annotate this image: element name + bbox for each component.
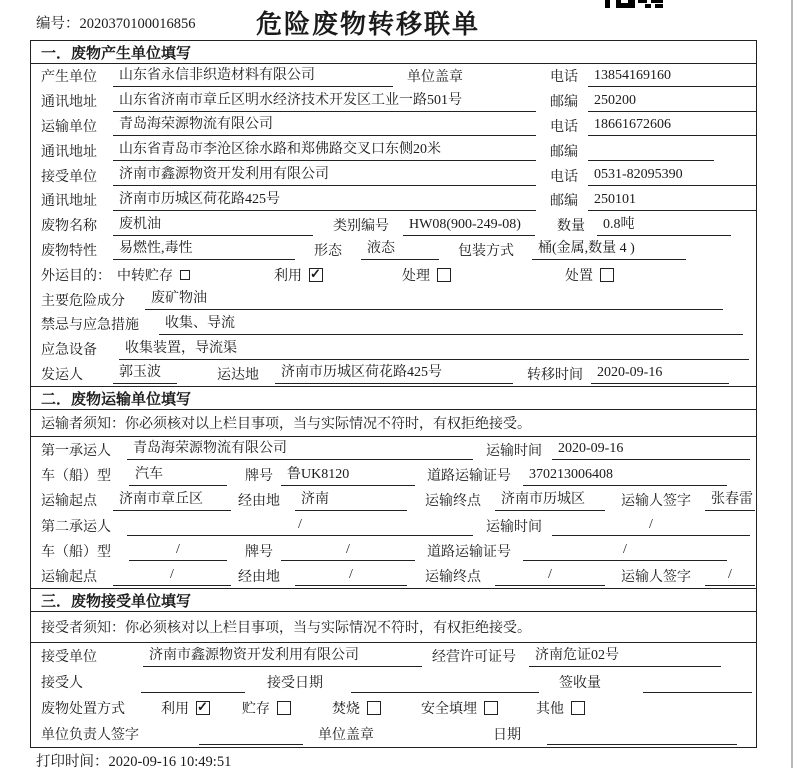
section3-header: 三．废物接受单位填写 bbox=[31, 588, 756, 612]
transport-time-label: 运输时间 bbox=[486, 443, 542, 459]
producer-value: 山东省永信非织造材料有限公司 bbox=[113, 66, 393, 87]
date-value bbox=[547, 724, 737, 745]
route1-sign-value: 张春雷 bbox=[705, 490, 755, 511]
option-label: 处置 bbox=[565, 268, 593, 284]
accept-date-label: 接受日期 bbox=[267, 676, 323, 692]
date-label: 日期 bbox=[493, 728, 521, 744]
category-value: HW08(900-249-08) bbox=[403, 215, 535, 236]
purpose-row bbox=[31, 262, 756, 287]
address-label: 通讯地址 bbox=[41, 144, 97, 160]
checkbox-icon bbox=[180, 270, 190, 280]
disposal-option-other bbox=[536, 698, 585, 718]
accept-unit-value: 济南市鑫源物资开发利用有限公司 bbox=[143, 646, 422, 667]
plate-label: 牌号 bbox=[245, 544, 273, 560]
vehicle2-plate-value: / bbox=[281, 540, 415, 561]
receiver-value: 济南市鑫源物资开发利用有限公司 bbox=[113, 165, 536, 186]
transporter-notice: 运输者须知：你必须核对以上栏目事项，当与实际情况不符时，有权拒绝接受。 bbox=[31, 410, 756, 437]
producer-address-value: 山东省济南市章丘区明水经济技术开发区工业一路501号 bbox=[113, 91, 536, 112]
receiver-address-row bbox=[31, 188, 756, 213]
route-start-label: 运输起点 bbox=[41, 569, 97, 585]
waste-name-label: 废物名称 bbox=[41, 219, 97, 235]
route1-row bbox=[31, 488, 756, 513]
stamp-label: 单位盖章 bbox=[407, 70, 463, 86]
sender-label: 发运人 bbox=[41, 367, 83, 383]
disposal-label: 废物处置方式 bbox=[41, 702, 125, 718]
carrier2-time-value: / bbox=[552, 515, 750, 536]
route-end-label: 运输终点 bbox=[425, 494, 481, 510]
vehicle2-row bbox=[31, 538, 756, 563]
taboo-label: 禁忌与应急措施 bbox=[41, 318, 139, 334]
transporter-row bbox=[31, 114, 756, 139]
route2-start-value: / bbox=[113, 565, 231, 586]
route-end-label: 运输终点 bbox=[425, 569, 481, 585]
waste-props-value: 易燃性,毒性 bbox=[113, 239, 295, 260]
vehicle1-row bbox=[31, 463, 756, 488]
transfer-time-value: 2020-09-16 bbox=[591, 363, 729, 384]
vehicle1-plate-value: 鲁UK8120 bbox=[281, 465, 415, 486]
transport-time-label: 运输时间 bbox=[486, 519, 542, 535]
taboo-row bbox=[31, 312, 756, 337]
purpose-label: 外运目的： bbox=[41, 268, 111, 284]
receiver-phone-value: 0531-82095390 bbox=[588, 165, 756, 186]
checkbox-icon bbox=[196, 701, 210, 715]
vehicle2-license-value: / bbox=[523, 540, 727, 561]
road-license-label: 道路运输证号 bbox=[427, 544, 511, 560]
producer-address-row bbox=[31, 89, 756, 114]
phone-label: 电话 bbox=[550, 169, 578, 185]
plate-label: 牌号 bbox=[245, 469, 273, 485]
received-qty-value bbox=[643, 672, 752, 693]
qr-code-fragment-icon bbox=[605, 0, 663, 9]
serial-value: 2020370100016856 bbox=[79, 16, 196, 32]
packaging-label: 包装方式 bbox=[458, 243, 514, 259]
transporter-address-value: 山东省青岛市李沧区徐水路和郑佛路交叉口东侧20米 bbox=[113, 140, 536, 161]
page-title: 危险废物转移联单 bbox=[255, 10, 480, 39]
via-label: 经由地 bbox=[238, 494, 280, 510]
section3 bbox=[31, 588, 756, 747]
purpose-option-treat bbox=[402, 265, 451, 285]
hazard-label: 主要危险成分 bbox=[41, 293, 125, 309]
phone-label: 电话 bbox=[550, 119, 578, 135]
responsible-sign-row bbox=[31, 721, 756, 747]
address-label: 通讯地址 bbox=[41, 95, 97, 111]
road-license-label: 道路运输证号 bbox=[427, 469, 511, 485]
zip-label: 邮编 bbox=[550, 95, 578, 111]
carrier1-time-value: 2020-09-16 bbox=[552, 439, 750, 460]
taboo-value: 收集、导流 bbox=[159, 314, 743, 335]
sender-value: 郭玉波 bbox=[113, 363, 177, 384]
accept-unit-row bbox=[31, 643, 756, 669]
route1-start-value: 济南市章丘区 bbox=[113, 490, 231, 511]
zip-label: 邮编 bbox=[550, 194, 578, 210]
print-time-value: 2020-09-16 10:49:51 bbox=[108, 754, 232, 770]
acceptor-value bbox=[141, 672, 245, 693]
vehicle-type-label: 车（船）型 bbox=[41, 544, 111, 560]
checkbox-icon bbox=[367, 701, 381, 715]
receiver-label: 接受单位 bbox=[41, 169, 97, 185]
carrier1-label: 第一承运人 bbox=[41, 443, 111, 459]
checkbox-icon bbox=[309, 268, 323, 282]
vehicle-type-label: 车（船）型 bbox=[41, 469, 111, 485]
quantity-value: 0.8吨 bbox=[597, 215, 731, 236]
vehicle1-type-value: 汽车 bbox=[129, 465, 227, 486]
purpose-option-use bbox=[274, 265, 323, 285]
carrier1-value: 青岛海荣源物流有限公司 bbox=[127, 439, 473, 460]
equipment-row bbox=[31, 337, 756, 362]
disposal-option-use bbox=[161, 698, 210, 718]
responsible-sign-label: 单位负责人签字 bbox=[41, 728, 139, 744]
quantity-label: 数量 bbox=[557, 219, 585, 235]
category-label: 类别编号 bbox=[333, 219, 389, 235]
purpose-option-transfer bbox=[117, 265, 190, 285]
route2-sign-value: / bbox=[705, 565, 755, 586]
disposal-option-burn bbox=[332, 698, 381, 718]
option-label: 利用 bbox=[161, 702, 189, 718]
route2-via-value: / bbox=[295, 565, 407, 586]
transporter-phone-value: 18661672606 bbox=[588, 115, 756, 136]
equipment-value: 收集装置，导流渠 bbox=[119, 339, 749, 360]
option-label: 中转贮存 bbox=[117, 268, 173, 284]
waste-props-label: 废物特性 bbox=[41, 243, 97, 259]
route-start-label: 运输起点 bbox=[41, 494, 97, 510]
option-label: 焚烧 bbox=[332, 702, 360, 718]
option-label: 贮存 bbox=[242, 702, 270, 718]
option-label: 安全填埋 bbox=[421, 702, 477, 718]
section2-header: 二．废物运输单位填写 bbox=[31, 386, 756, 410]
vehicle1-license-value: 370213006408 bbox=[523, 465, 727, 486]
destination-label: 运达地 bbox=[217, 367, 259, 383]
checkbox-icon bbox=[277, 701, 291, 715]
carrier2-row bbox=[31, 513, 756, 538]
window-edge bbox=[791, 0, 793, 768]
responsible-sign-value bbox=[199, 724, 303, 745]
via-label: 经由地 bbox=[238, 569, 280, 585]
disposal-option-store bbox=[242, 698, 291, 718]
producer-zip-value: 250200 bbox=[588, 91, 756, 112]
route2-row bbox=[31, 563, 756, 588]
receiver-notice: 接受者须知：你必须核对以上栏目事项，当与实际情况不符时，有权拒绝接受。 bbox=[31, 612, 756, 643]
business-license-value: 济南危证02号 bbox=[529, 646, 721, 667]
address-label: 通讯地址 bbox=[41, 194, 97, 210]
waste-props-row bbox=[31, 238, 756, 263]
serial-label: 编号： bbox=[36, 16, 80, 32]
section2 bbox=[31, 386, 756, 588]
transporter-address-row bbox=[31, 138, 756, 163]
purpose-option-dispose bbox=[565, 265, 614, 285]
equipment-label: 应急设备 bbox=[41, 343, 97, 359]
route2-end-value: / bbox=[495, 565, 605, 586]
acceptor-label: 接受人 bbox=[41, 676, 83, 692]
checkbox-icon bbox=[600, 268, 614, 282]
checkbox-icon bbox=[437, 268, 451, 282]
phone-label: 电话 bbox=[550, 70, 578, 86]
transporter-label: 运输单位 bbox=[41, 119, 97, 135]
accept-unit-label: 接受单位 bbox=[41, 650, 97, 666]
receiver-row bbox=[31, 163, 756, 188]
carrier-sign-label: 运输人签字 bbox=[621, 494, 691, 510]
unit-stamp-label: 单位盖章 bbox=[318, 728, 374, 744]
producer-row bbox=[31, 64, 756, 89]
disposal-option-landfill bbox=[421, 698, 498, 718]
option-label: 处理 bbox=[402, 268, 430, 284]
option-label: 其他 bbox=[536, 702, 564, 718]
transfer-time-label: 转移时间 bbox=[527, 367, 583, 383]
carrier1-row bbox=[31, 437, 756, 462]
section1-header: 一．废物产生单位填写 bbox=[31, 41, 756, 64]
route1-via-value: 济南 bbox=[295, 490, 407, 511]
hazard-value: 废矿物油 bbox=[145, 289, 723, 310]
carrier2-label: 第二承运人 bbox=[41, 519, 111, 535]
form-value: 液态 bbox=[361, 239, 439, 260]
packaging-value: 桶(金属,数量 4 ) bbox=[532, 239, 686, 260]
option-label: 利用 bbox=[274, 268, 302, 284]
zip-label: 邮编 bbox=[550, 144, 578, 160]
business-license-label: 经营许可证号 bbox=[432, 650, 516, 666]
route1-end-value: 济南市历城区 bbox=[495, 490, 605, 511]
producer-phone-value: 13854169160 bbox=[588, 66, 756, 87]
sender-row bbox=[31, 362, 756, 387]
checkbox-icon bbox=[571, 701, 585, 715]
vehicle2-type-value: / bbox=[129, 540, 227, 561]
destination-value: 济南市历城区荷花路425号 bbox=[275, 363, 513, 384]
accept-date-value bbox=[351, 672, 539, 693]
disposal-row bbox=[31, 695, 756, 721]
waste-name-row bbox=[31, 213, 756, 238]
carrier2-value: / bbox=[127, 515, 473, 536]
waste-name-value: 废机油 bbox=[113, 215, 313, 236]
form-label: 形态 bbox=[314, 243, 342, 259]
received-qty-label: 签收量 bbox=[559, 676, 601, 692]
receiver-address-value: 济南市历城区荷花路425号 bbox=[113, 190, 536, 211]
receiver-zip-value: 250101 bbox=[588, 190, 756, 211]
manifest-form bbox=[30, 40, 757, 748]
carrier-sign-label: 运输人签字 bbox=[621, 569, 691, 585]
hazard-row bbox=[31, 287, 756, 312]
transporter-zip-value bbox=[588, 140, 714, 161]
producer-label: 产生单位 bbox=[41, 70, 97, 86]
print-time-label: 打印时间： bbox=[36, 754, 109, 770]
acceptor-row bbox=[31, 669, 756, 695]
transporter-value: 青岛海荣源物流有限公司 bbox=[113, 115, 536, 136]
checkbox-icon bbox=[484, 701, 498, 715]
